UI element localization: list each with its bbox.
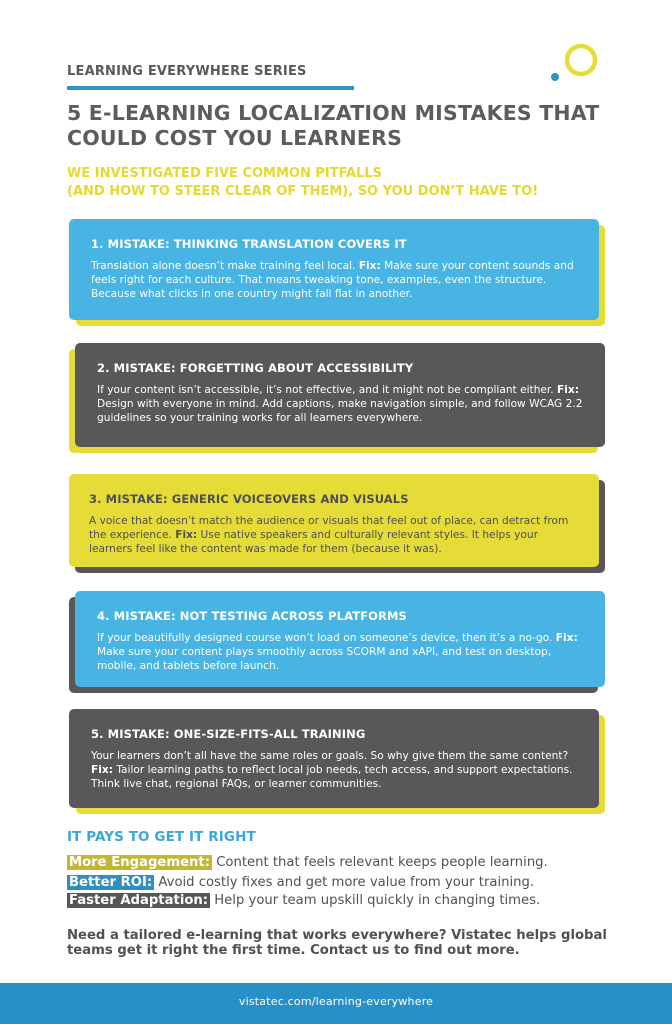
mistake-card-1 (69, 219, 599, 320)
benefit-roi (67, 874, 534, 891)
mistake-3-heading: 3. MISTAKE: GENERIC VOICEOVERS AND VISUALS (89, 492, 409, 506)
benefit-adaptation-label: Faster Adaptation: (69, 893, 209, 908)
mistake-card-4 (75, 591, 605, 687)
call-to-action: Need a tailored e-learning that works everywhere? Vistatec helps global teams get it right the first time. Contact us to find out more. (67, 928, 607, 958)
benefit-adaptation-text: Help your team upskill quickly in changing times. (210, 893, 541, 908)
benefit-engagement-text: Content that feels relevant keeps people learning. (212, 855, 548, 870)
mistake-card-3 (69, 474, 599, 567)
footer-url-link[interactable]: vistatec.com/learning-everywhere (238, 995, 434, 1008)
page-subtitle (67, 165, 627, 201)
mistake-1-heading: 1. MISTAKE: THINKING TRANSLATION COVERS IT (91, 237, 407, 251)
series-underline (67, 86, 354, 90)
mistake-1-body: Translation alone doesn’t make training feel local. Fix: Make sure your content sounds and feels right for each culture. That means tweaking tone, examples, even the structure. Because what clicks in one country might fall flat in another. (91, 260, 574, 301)
mistake-4-body: If your beautifully designed course won’t load on someone’s device, then it’s a no-go. Fix: Make sure your content plays smoothly across SCORM and xAPI, and test on desktop, mobile, and tablets before launch. (97, 632, 578, 673)
mistake-3-body: A voice that doesn’t match the audience or visuals that feel out of place, can detract from the experience. Fix: Use native speakers and culturally relevant styles. It helps your learners feel like the content was made for them (because it was). (89, 515, 569, 556)
mistake-card-5 (69, 709, 599, 808)
brand-logo-icon (548, 42, 600, 84)
mistake-2-heading: 2. MISTAKE: FORGETTING ABOUT ACCESSIBILITY (97, 361, 414, 375)
footer-bar (0, 983, 672, 1024)
page-title: 5 E-LEARNING LOCALIZATION MISTAKES THAT COULD COST YOU LEARNERS (67, 101, 600, 150)
benefit-roi-label: Better ROI: (69, 875, 153, 890)
subtitle-line-2: (AND HOW TO STEER CLEAR OF THEM), SO YOU DON’T HAVE TO! (67, 184, 539, 199)
pays-heading: IT PAYS TO GET IT RIGHT (67, 829, 256, 845)
mistake-5-body: Your learners don’t all have the same roles or goals. So why give them the same content? Fix: Tailor learning paths to reflect local job needs, tech access, and support expectations. Think live chat, regional FAQs, or learner communities. (91, 750, 573, 791)
mistake-5-heading: 5. MISTAKE: ONE-SIZE-FITS-ALL TRAINING (91, 727, 366, 741)
mistake-card-2 (75, 343, 605, 447)
benefit-roi-text: Avoid costly fixes and get more value from your training. (154, 875, 535, 890)
subtitle-line-1: WE INVESTIGATED FIVE COMMON PITFALLS (67, 166, 382, 181)
benefit-engagement (67, 854, 548, 871)
benefit-engagement-label: More Engagement: (69, 855, 210, 870)
benefit-adaptation (67, 892, 540, 909)
series-label: LEARNING EVERYWHERE SERIES (67, 64, 307, 79)
mistake-4-heading: 4. MISTAKE: NOT TESTING ACROSS PLATFORMS (97, 609, 407, 623)
mistake-2-body: If your content isn’t accessible, it’s not effective, and it might not be compliant either. Fix: Design with everyone in mind. Add captions, make navigation simple, and follow WCAG 2.2 guidelines so your training works for all learners everywhere. (97, 384, 583, 425)
